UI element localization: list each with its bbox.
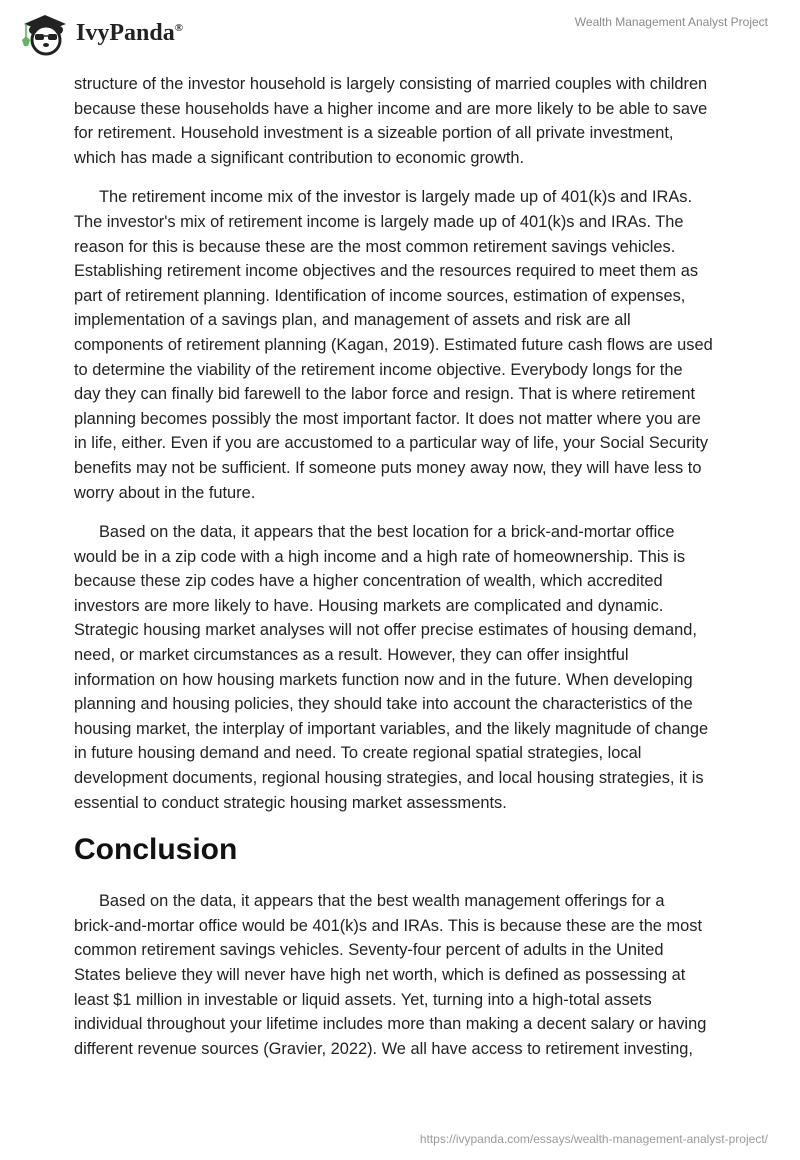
text-line: common retirement savings vehicles. Seventy-four percent of adults in the United [74, 941, 664, 960]
text-line: Based on the data, it appears that the best wealth management offerings for a [99, 892, 665, 911]
text-line: information on how housing markets function now and in the future. When developing [74, 670, 693, 689]
paragraph [74, 520, 734, 815]
paragraph [74, 72, 734, 170]
logo-name: IvyPanda [76, 19, 175, 46]
text-line: development documents, regional housing strategies, and local housing strategies, it is [74, 769, 704, 788]
text-line: essential to conduct strategic housing market assessments. [74, 793, 507, 812]
paragraph [74, 185, 734, 505]
text-line: which has made a significant contribution to economic growth. [74, 148, 525, 167]
text-line: worry about in the future. [74, 483, 256, 502]
text-line: housing market, the interplay of important variables, and the likely magnitude of change [74, 719, 709, 738]
source-url[interactable]: https://ivypanda.com/essays/wealth-management-analyst-project/ [419, 1132, 768, 1146]
text-line: day they can finally bid farewell to the labor force and resign. That is where retirement [74, 385, 696, 404]
section-heading-conclusion: Conclusion [74, 833, 238, 867]
text-line: Establishing retirement income objectives and the resources required to meet them as [74, 262, 699, 281]
text-line: The retirement income mix of the investor is largely made up of 401(k)s and IRAs. [99, 188, 693, 207]
text-line: least $1 million in investable or liquid assets. Yet, turning into a high-total assets [74, 990, 652, 1009]
text-line: benefits may not be sufficient. If someone puts money away now, they will have less to [74, 458, 702, 477]
essay-content [74, 72, 734, 1076]
text-line: Strategic housing market analyses will not offer precise estimates of housing demand, [74, 621, 697, 640]
text-line: Based on the data, it appears that the best location for a brick-and-mortar office [99, 523, 675, 542]
text-line: to determine the viability of the retirement income objective. Everybody longs for the [74, 360, 683, 379]
text-line: because these zip codes have a higher concentration of wealth, which accredited [74, 572, 663, 591]
text-line: reason for this is because these are the most common retirement savings vehicles. [74, 237, 676, 256]
text-line: in future housing demand and need. To create regional spatial strategies, local [74, 744, 642, 763]
logo[interactable] [18, 10, 183, 56]
conclusion-paragraph [74, 889, 734, 1061]
text-line: need, or market circumstances as a result. However, they can offer insightful [74, 646, 629, 665]
text-line: because these households have a higher income and are more likely to be able to save [74, 99, 708, 118]
logo-text [76, 20, 183, 47]
text-line: The investor's mix of retirement income is largely made up of 401(k)s and IRAs. The [74, 212, 684, 231]
header [0, 0, 800, 60]
text-line: individual throughout your lifetime includes more than making a decent salary or having [74, 1015, 707, 1034]
document-title: Wealth Management Analyst Project [574, 15, 768, 29]
text-line: different revenue sources (Gravier, 2022). We all have access to retirement investing, [74, 1039, 693, 1058]
text-line: investors are more likely to have. Housing markets are complicated and dynamic. [74, 596, 664, 615]
text-line: brick-and-mortar office would be 401(k)s and IRAs. This is because these are the most [74, 916, 702, 935]
text-line: implementation of a savings plan, and management of assets and risk are all [74, 311, 631, 330]
text-line: for retirement. Household investment is a sizeable portion of all private investment, [74, 124, 674, 143]
text-line: planning and housing policies, they should take into account the characteristics of the [74, 695, 693, 714]
text-line: planning becomes possibly the most important factor. It does not matter where you are [74, 409, 701, 428]
text-line: States believe they will never have high net worth, which is defined as possessing at [74, 966, 686, 984]
text-line: part of retirement planning. Identification of income sources, estimation of expenses, [74, 286, 686, 305]
text-line: structure of the investor household is largely consisting of married couples with children [74, 75, 708, 93]
panda-logo-icon [18, 10, 70, 56]
text-line: in life, either. Even if you are accustomed to a particular way of life, your Social Security [74, 434, 709, 453]
text-line: components of retirement planning (Kagan, 2019). Estimated future cash flows are used [74, 335, 713, 354]
text-line: would be in a zip code with a high income and a high rate of homeownership. This is [74, 547, 686, 566]
registered-mark: ® [174, 21, 183, 34]
